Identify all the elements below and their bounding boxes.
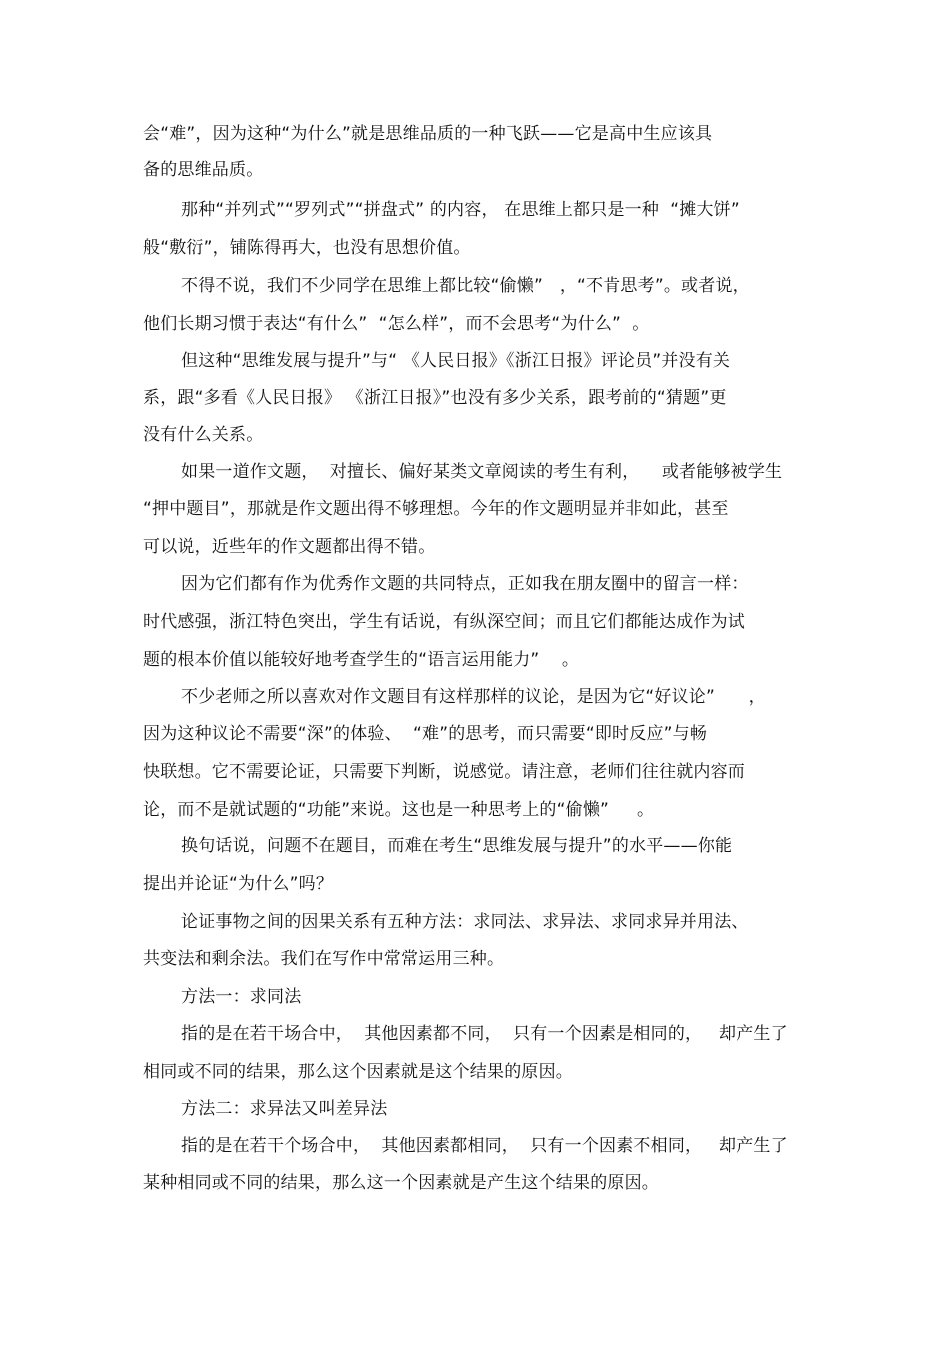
text-line: 题的根本价值以能较好地考查学生的“语言运用能力” 。 xyxy=(143,650,580,670)
text-line: 那种“并列式”“罗列式”“拼盘式” 的内容， 在思维上都只是一种 “摊大饼” xyxy=(181,200,740,220)
text-line: 如果一道作文题， 对擅长、偏好某类文章阅读的考生有利， 或者能够被学生 xyxy=(181,462,783,482)
text-line: 时代感强，浙江特色突出，学生有话说，有纵深空间；而且它们都能达成作为试 xyxy=(143,612,745,632)
text-line: 可以说，近些年的作文题都出得不错。 xyxy=(143,537,436,557)
text-line: 因为这种议论不需要“深”的体验、 “难”的思考，而只需要“即时反应”与畅 xyxy=(143,724,708,744)
text-line: 某种相同或不同的结果，那么这一个因素就是产生这个结果的原因。 xyxy=(143,1173,659,1193)
text-line: 指的是在若干场合中， 其他因素都不同， 只有一个因素是相同的， 却产生了 xyxy=(181,1024,788,1044)
text-line: 但这种“思维发展与提升”与“ 《人民日报》《浙江日报》评论员”并没有关 xyxy=(181,351,731,371)
text-line: 没有什么关系。 xyxy=(143,425,264,445)
text-line: 会“难”，因为这种“为什么”就是思维品质的一种飞跃——它是高中生应该具 xyxy=(143,124,713,144)
text-line: 备的思维品质。 xyxy=(143,160,264,180)
text-line: 共变法和剩余法。我们在写作中常常运用三种。 xyxy=(143,949,505,969)
text-line: “押中题目”，那就是作文题出得不够理想。今年的作文题明显并非如此，甚至 xyxy=(143,499,729,519)
text-line: 快联想。它不需要论证，只需要下判断，说感觉。请注意，老师们往往就内容而 xyxy=(143,762,745,782)
section-heading: 方法一：求同法 xyxy=(181,987,302,1007)
text-line: 相同或不同的结果，那么这个因素就是这个结果的原因。 xyxy=(143,1062,573,1082)
text-line: 他们长期习惯于表达“有什么” “怎么样”，而不会思考“为什么” 。 xyxy=(143,314,650,334)
text-line: 系，跟“多看《人民日报》 《浙江日报》”也没有多少关系，跟考前的“猜题”更 xyxy=(143,388,727,408)
text-line: 般“敷衍”，铺陈得再大，也没有思想价值。 xyxy=(143,238,471,258)
text-line: 换句话说，问题不在题目，而难在考生“思维发展与提升”的水平——你能 xyxy=(181,836,733,856)
text-line: 提出并论证“为什么”吗？ xyxy=(143,874,334,894)
text-line: 不少老师之所以喜欢对作文题目有这样那样的议论，是因为它“好议论” ， xyxy=(181,687,766,707)
text-line: 论，而不是就试题的“功能”来说。这也是一种思考上的“偷懒” 。 xyxy=(143,800,655,820)
text-line: 论证事物之间的因果关系有五种方法：求同法、求异法、求同求异并用法、 xyxy=(181,912,749,932)
section-heading: 方法二：求异法又叫差异法 xyxy=(181,1099,388,1119)
text-line: 指的是在若干个场合中， 其他因素都相同， 只有一个因素不相同， 却产生了 xyxy=(181,1136,788,1156)
text-line: 因为它们都有作为优秀作文题的共同特点，正如我在朋友圈中的留言一样： xyxy=(181,574,749,594)
text-line: 不得不说，我们不少同学在思维上都比较“偷懒” ，“不肯思考”。或者说， xyxy=(181,276,750,296)
